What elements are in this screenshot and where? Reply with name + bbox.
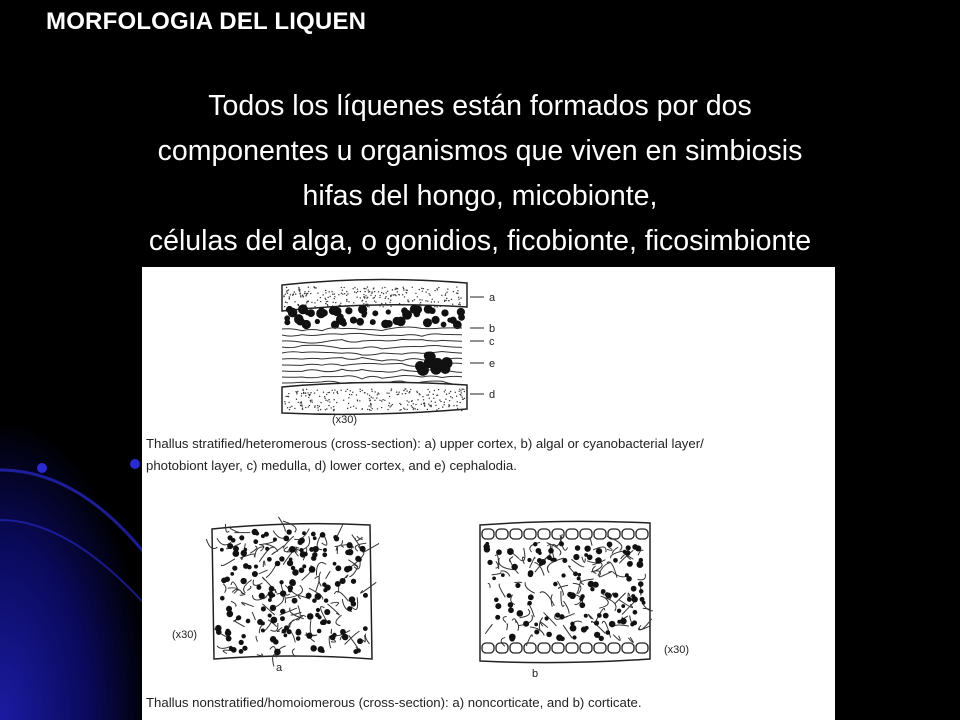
layer-label-d: d xyxy=(489,389,496,401)
lower-cortex xyxy=(282,382,467,414)
caption-bottom: Thallus nonstratified/homoiomerous (cross-section): a) noncorticate, and b) corticate. xyxy=(146,695,642,710)
corticate-thallus-diagram xyxy=(480,521,653,662)
lichen-figure-drawing xyxy=(142,267,835,720)
layer-label-b: b xyxy=(489,323,496,335)
noncorticate-thallus-diagram xyxy=(206,517,379,667)
layer-label-a: a xyxy=(489,292,496,304)
intro-line: componentes u organismos que viven en simbiosis xyxy=(157,135,803,167)
layer-label-c: c xyxy=(489,336,495,348)
cephalodia xyxy=(415,351,453,375)
diagram-label-a: a xyxy=(276,662,283,674)
magnification-label: (x30) xyxy=(664,644,690,656)
intro-text xyxy=(30,84,930,264)
layer-label-e: e xyxy=(489,358,496,370)
diagram-label-b: b xyxy=(532,668,539,680)
intro-line: células del alga, o gonidios, ficobionte, ficosimbionte xyxy=(148,225,812,257)
caption-top-line: Thallus stratified/heteromerous (cross-section): a) upper cortex, b) algal or cyanobacterial layer/ xyxy=(146,436,704,451)
upper-cortex xyxy=(282,279,467,311)
slide-title: MORFOLOGIA DEL LIQUEN xyxy=(46,8,367,35)
caption-top-line: photobiont layer, c) medulla, d) lower cortex, and e) cephalodia. xyxy=(146,458,517,473)
stratified-thallus-diagram xyxy=(282,279,496,426)
lichen-figure xyxy=(142,267,835,720)
intro-line: Todos los líquenes están formados por dos xyxy=(208,90,752,122)
magnification-label: (x30) xyxy=(332,414,358,426)
intro-line: hifas del hongo, micobionte, xyxy=(302,180,658,212)
magnification-label: (x30) xyxy=(172,629,198,641)
